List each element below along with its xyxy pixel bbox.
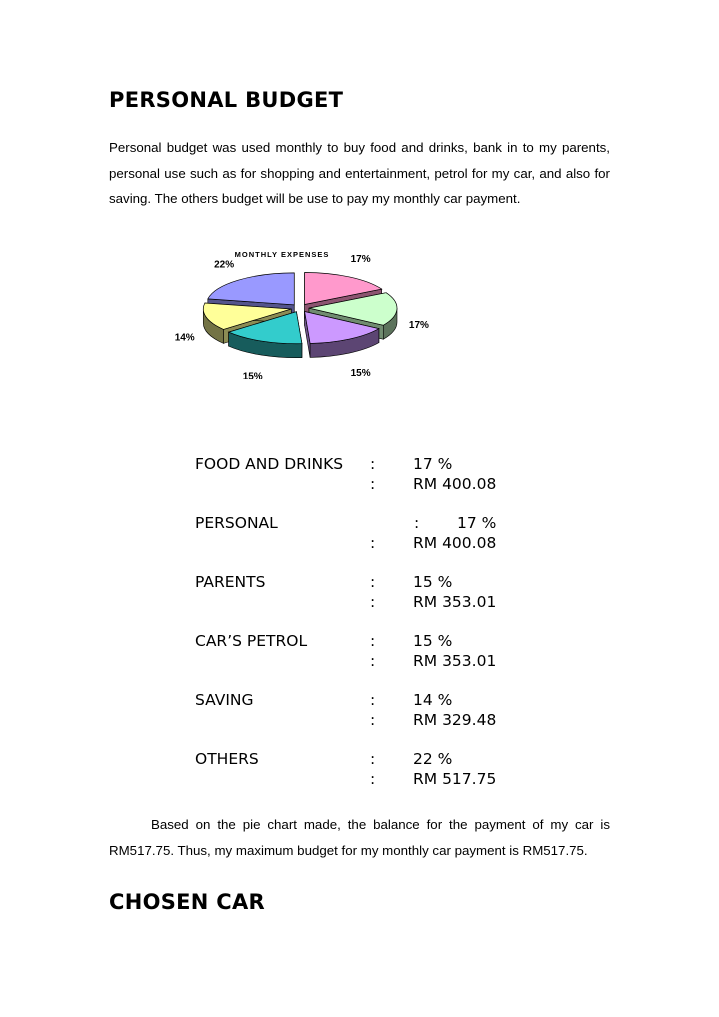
budget-amount: RM 400.08 bbox=[413, 534, 497, 552]
budget-label: SAVING bbox=[195, 691, 254, 709]
budget-amount: RM 353.01 bbox=[413, 652, 497, 670]
budget-amount: RM 517.75 bbox=[413, 770, 497, 788]
budget-percent: 22 % bbox=[413, 750, 453, 768]
budget-colon: : bbox=[370, 455, 376, 473]
budget-colon: : bbox=[370, 632, 376, 650]
chart-title: MONTHLY EXPENSES bbox=[234, 250, 330, 259]
budget-item-others bbox=[195, 749, 535, 808]
budget-colon: : bbox=[414, 514, 420, 532]
section-title-chosen-car: CHOSEN CAR bbox=[109, 890, 266, 914]
budget-item-cars-petrol bbox=[195, 631, 535, 690]
conclusion-paragraph: Based on the pie chart made, the balance for the payment of my car is RM517.75. Thus, my maximum budget for my monthly car payment is RM517.75. bbox=[109, 817, 610, 858]
budget-label: OTHERS bbox=[195, 750, 259, 768]
budget-label: PERSONAL bbox=[195, 514, 278, 532]
budget-percent: 17 % bbox=[457, 514, 497, 532]
budget-colon: : bbox=[370, 691, 376, 709]
pie-slice-label-3: 15% bbox=[350, 368, 371, 379]
budget-colon: : bbox=[370, 750, 376, 768]
budget-percent: 15 % bbox=[413, 632, 453, 650]
budget-colon: : bbox=[370, 534, 376, 552]
budget-label: FOOD AND DRINKS bbox=[195, 455, 344, 473]
pie-slice-label-5: 14% bbox=[174, 332, 195, 344]
pie-slice-label-4: 15% bbox=[242, 371, 263, 379]
section-title-personal-budget: PERSONAL BUDGET bbox=[109, 88, 344, 112]
pie-slice-label-6: 22% bbox=[214, 259, 235, 271]
budget-item-parents bbox=[195, 572, 535, 631]
budget-colon: : bbox=[370, 770, 376, 788]
budget-item-food bbox=[195, 454, 535, 513]
budget-label: CAR’S PETROL bbox=[195, 632, 308, 650]
budget-colon: : bbox=[370, 593, 376, 611]
budget-amount: RM 353.01 bbox=[413, 593, 497, 611]
budget-amount: RM 329.48 bbox=[413, 711, 497, 729]
budget-item-saving bbox=[195, 690, 535, 749]
budget-colon: : bbox=[370, 573, 376, 591]
budget-percent: 17 % bbox=[413, 455, 453, 473]
budget-item-personal bbox=[195, 513, 535, 572]
budget-percent: 15 % bbox=[413, 573, 453, 591]
budget-amount: RM 400.08 bbox=[413, 475, 497, 493]
intro-paragraph: Personal budget was used monthly to buy food and drinks, bank in to my parents, personal use such as for shopping and entertainment, petrol for my car, and also for saving. The others budget will be use to pay my monthly car payment. bbox=[109, 140, 610, 206]
budget-colon: : bbox=[370, 475, 376, 493]
pie-slice-label-1: 17% bbox=[350, 254, 371, 265]
budget-colon: : bbox=[370, 711, 376, 729]
budget-list bbox=[195, 454, 535, 808]
budget-colon: : bbox=[370, 652, 376, 670]
budget-percent: 14 % bbox=[413, 691, 453, 709]
monthly-expenses-pie-chart bbox=[170, 244, 440, 379]
pie-slice-label-2: 17% bbox=[408, 319, 429, 331]
budget-label: PARENTS bbox=[195, 573, 266, 591]
